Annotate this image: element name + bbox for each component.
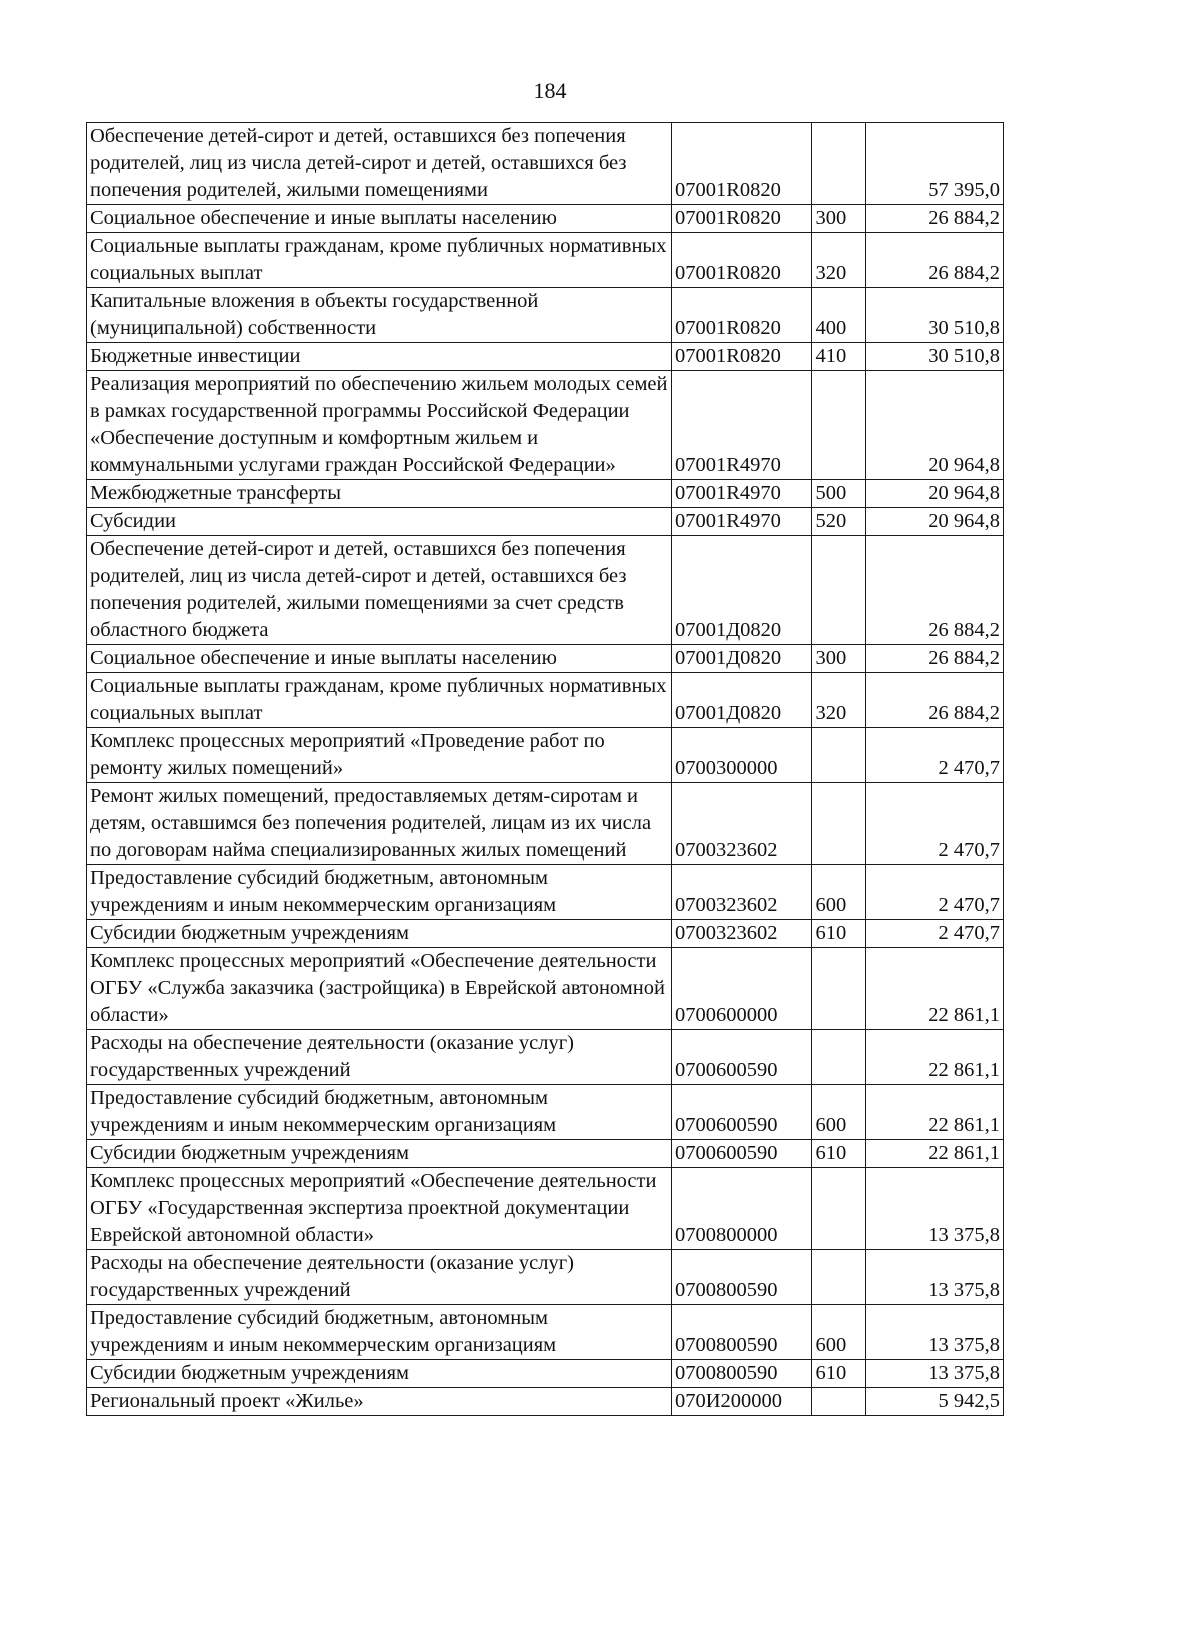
row-code: 07001R4970 bbox=[671, 480, 812, 508]
row-code: 0700800000 bbox=[671, 1168, 812, 1250]
row-amount: 20 964,8 bbox=[865, 371, 1003, 480]
table-row bbox=[87, 123, 1004, 205]
row-type: 300 bbox=[812, 645, 865, 673]
row-amount: 57 395,0 bbox=[865, 123, 1003, 205]
row-amount: 5 942,5 bbox=[865, 1388, 1003, 1416]
row-name: Капитальные вложения в объекты государственной (муниципальной) собственности bbox=[87, 288, 672, 343]
table-row bbox=[87, 233, 1004, 288]
row-name: Предоставление субсидий бюджетным, автономным учреждениям и иным некоммерческим организациям bbox=[87, 1305, 672, 1360]
row-type bbox=[812, 1168, 865, 1250]
row-type: 500 bbox=[812, 480, 865, 508]
row-type bbox=[812, 123, 865, 205]
row-type bbox=[812, 948, 865, 1030]
table-row bbox=[87, 1360, 1004, 1388]
row-code: 07001R0820 bbox=[671, 205, 812, 233]
row-type: 600 bbox=[812, 865, 865, 920]
row-amount: 26 884,2 bbox=[865, 233, 1003, 288]
row-type bbox=[812, 728, 865, 783]
row-amount: 13 375,8 bbox=[865, 1168, 1003, 1250]
page-number: 184 bbox=[533, 78, 567, 103]
row-name: Обеспечение детей-сирот и детей, оставшихся без попечения родителей, лиц из числа детей-сирот и детей, оставшихся без попечения родителей, жилыми помещениями за счет средств областного бюджета bbox=[87, 536, 672, 645]
row-amount: 30 510,8 bbox=[865, 288, 1003, 343]
row-code: 07001R4970 bbox=[671, 508, 812, 536]
table-row bbox=[87, 371, 1004, 480]
row-name: Межбюджетные трансферты bbox=[87, 480, 672, 508]
row-amount: 22 861,1 bbox=[865, 1140, 1003, 1168]
budget-table bbox=[86, 122, 1004, 1416]
row-name: Субсидии бюджетным учреждениям bbox=[87, 920, 672, 948]
row-name: Комплекс процессных мероприятий «Обеспечение деятельности ОГБУ «Государственная экспертиза проектной документации Еврейской автономной области» bbox=[87, 1168, 672, 1250]
row-amount: 26 884,2 bbox=[865, 205, 1003, 233]
row-name: Социальные выплаты гражданам, кроме публичных нормативных социальных выплат bbox=[87, 233, 672, 288]
row-name: Комплекс процессных мероприятий «Обеспечение деятельности ОГБУ «Служба заказчика (застройщика) в Еврейской автономной области» bbox=[87, 948, 672, 1030]
row-name: Предоставление субсидий бюджетным, автономным учреждениям и иным некоммерческим организациям bbox=[87, 1085, 672, 1140]
row-name: Субсидии бюджетным учреждениям bbox=[87, 1140, 672, 1168]
row-type: 610 bbox=[812, 1360, 865, 1388]
row-name: Расходы на обеспечение деятельности (оказание услуг) государственных учреждений bbox=[87, 1250, 672, 1305]
row-type: 600 bbox=[812, 1085, 865, 1140]
table-row bbox=[87, 1085, 1004, 1140]
row-code: 07001R0820 bbox=[671, 288, 812, 343]
table-row bbox=[87, 1305, 1004, 1360]
row-name: Расходы на обеспечение деятельности (оказание услуг) государственных учреждений bbox=[87, 1030, 672, 1085]
row-amount: 13 375,8 bbox=[865, 1305, 1003, 1360]
row-type bbox=[812, 371, 865, 480]
table-row bbox=[87, 1168, 1004, 1250]
row-amount: 13 375,8 bbox=[865, 1360, 1003, 1388]
row-name: Региональный проект «Жилье» bbox=[87, 1388, 672, 1416]
row-code: 070И200000 bbox=[671, 1388, 812, 1416]
row-amount: 2 470,7 bbox=[865, 865, 1003, 920]
row-amount: 30 510,8 bbox=[865, 343, 1003, 371]
row-code: 0700600590 bbox=[671, 1085, 812, 1140]
row-code: 0700323602 bbox=[671, 865, 812, 920]
row-name: Комплекс процессных мероприятий «Проведение работ по ремонту жилых помещений» bbox=[87, 728, 672, 783]
table-row bbox=[87, 1388, 1004, 1416]
row-type bbox=[812, 536, 865, 645]
table-row bbox=[87, 288, 1004, 343]
table-row bbox=[87, 1140, 1004, 1168]
row-code: 07001Д0820 bbox=[671, 673, 812, 728]
row-name: Социальные выплаты гражданам, кроме публичных нормативных социальных выплат bbox=[87, 673, 672, 728]
row-code: 0700323602 bbox=[671, 920, 812, 948]
row-code: 0700600000 bbox=[671, 948, 812, 1030]
row-code: 07001Д0820 bbox=[671, 536, 812, 645]
row-code: 0700300000 bbox=[671, 728, 812, 783]
row-amount: 2 470,7 bbox=[865, 920, 1003, 948]
table-row bbox=[87, 783, 1004, 865]
table-row bbox=[87, 673, 1004, 728]
row-type: 400 bbox=[812, 288, 865, 343]
table-row bbox=[87, 645, 1004, 673]
row-name: Субсидии бюджетным учреждениям bbox=[87, 1360, 672, 1388]
row-name: Реализация мероприятий по обеспечению жильем молодых семей в рамках государственной программы Российской Федерации «Обеспечение доступным и комфортным жильем и коммунальными услугами граждан Российской Федерации» bbox=[87, 371, 672, 480]
row-amount: 22 861,1 bbox=[865, 948, 1003, 1030]
table-row bbox=[87, 343, 1004, 371]
row-amount: 2 470,7 bbox=[865, 728, 1003, 783]
row-name: Предоставление субсидий бюджетным, автономным учреждениям и иным некоммерческим организациям bbox=[87, 865, 672, 920]
table-row bbox=[87, 865, 1004, 920]
row-type: 600 bbox=[812, 1305, 865, 1360]
table-row bbox=[87, 948, 1004, 1030]
row-amount: 26 884,2 bbox=[865, 673, 1003, 728]
row-code: 07001R0820 bbox=[671, 233, 812, 288]
row-code: 0700800590 bbox=[671, 1360, 812, 1388]
row-code: 07001R4970 bbox=[671, 371, 812, 480]
row-amount: 26 884,2 bbox=[865, 645, 1003, 673]
row-amount: 22 861,1 bbox=[865, 1030, 1003, 1085]
table-row bbox=[87, 920, 1004, 948]
row-type: 610 bbox=[812, 1140, 865, 1168]
row-type: 610 bbox=[812, 920, 865, 948]
row-type bbox=[812, 1250, 865, 1305]
table-row bbox=[87, 508, 1004, 536]
table-row bbox=[87, 728, 1004, 783]
row-code: 0700600590 bbox=[671, 1030, 812, 1085]
row-code: 0700800590 bbox=[671, 1305, 812, 1360]
row-amount: 26 884,2 bbox=[865, 536, 1003, 645]
row-amount: 20 964,8 bbox=[865, 508, 1003, 536]
row-type: 320 bbox=[812, 673, 865, 728]
row-type bbox=[812, 1030, 865, 1085]
row-type bbox=[812, 783, 865, 865]
row-amount: 22 861,1 bbox=[865, 1085, 1003, 1140]
row-code: 0700600590 bbox=[671, 1140, 812, 1168]
row-amount: 13 375,8 bbox=[865, 1250, 1003, 1305]
row-type bbox=[812, 1388, 865, 1416]
row-amount: 20 964,8 bbox=[865, 480, 1003, 508]
row-code: 07001R0820 bbox=[671, 343, 812, 371]
table-row bbox=[87, 480, 1004, 508]
row-code: 07001R0820 bbox=[671, 123, 812, 205]
row-name: Социальное обеспечение и иные выплаты населению bbox=[87, 645, 672, 673]
row-name: Субсидии bbox=[87, 508, 672, 536]
row-code: 07001Д0820 bbox=[671, 645, 812, 673]
row-type: 520 bbox=[812, 508, 865, 536]
row-name: Ремонт жилых помещений, предоставляемых детям-сиротам и детям, оставшимся без попечения родителей, лицам из их числа по договорам найма специализированных жилых помещений bbox=[87, 783, 672, 865]
table-row bbox=[87, 536, 1004, 645]
row-type: 320 bbox=[812, 233, 865, 288]
table-row bbox=[87, 1250, 1004, 1305]
row-code: 0700800590 bbox=[671, 1250, 812, 1305]
row-code: 0700323602 bbox=[671, 783, 812, 865]
row-type: 410 bbox=[812, 343, 865, 371]
row-name: Социальное обеспечение и иные выплаты населению bbox=[87, 205, 672, 233]
row-name: Бюджетные инвестиции bbox=[87, 343, 672, 371]
row-type: 300 bbox=[812, 205, 865, 233]
row-amount: 2 470,7 bbox=[865, 783, 1003, 865]
table-row bbox=[87, 205, 1004, 233]
row-name: Обеспечение детей-сирот и детей, оставшихся без попечения родителей, лиц из числа детей-сирот и детей, оставшихся без попечения родителей, жилыми помещениями bbox=[87, 123, 672, 205]
table-row bbox=[87, 1030, 1004, 1085]
